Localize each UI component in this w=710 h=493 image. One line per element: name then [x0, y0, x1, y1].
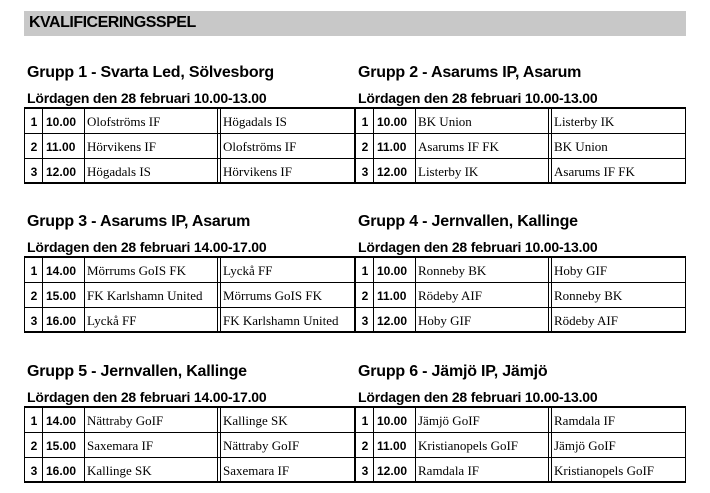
match-time: 12.00	[377, 314, 408, 328]
away-team: Jämjö GoIF	[554, 438, 616, 453]
home-team: Kallinge SK	[87, 463, 152, 478]
home-team: Olofströms IF	[87, 114, 161, 129]
match-number: 2	[361, 140, 369, 154]
match-row	[24, 284, 355, 308]
match-time: 10.00	[377, 115, 408, 129]
away-team: Asarums IF FK	[554, 164, 635, 179]
group-3	[24, 213, 355, 335]
match-row	[355, 409, 686, 433]
match-number: 1	[30, 264, 38, 278]
match-row	[355, 135, 686, 159]
group-4	[355, 213, 686, 335]
match-row	[355, 284, 686, 308]
home-team: Saxemara IF	[87, 438, 154, 453]
match-table	[355, 107, 686, 184]
match-number: 1	[361, 115, 369, 129]
group-date: Lördagen den 28 februari 14.00-17.00	[27, 239, 267, 255]
away-team: Hörvikens IF	[223, 164, 292, 179]
group-date: Lördagen den 28 februari 10.00-13.00	[27, 90, 267, 106]
match-number: 1	[30, 414, 38, 428]
group-date: Lördagen den 28 februari 10.00-13.00	[358, 239, 598, 255]
match-time: 11.00	[46, 140, 76, 154]
home-team: Högadals IS	[87, 164, 151, 179]
match-number: 1	[30, 115, 38, 129]
match-time: 12.00	[46, 165, 77, 179]
match-number: 1	[361, 414, 369, 428]
match-time: 12.00	[377, 464, 408, 478]
away-team: Saxemara IF	[223, 463, 290, 478]
home-team: Ramdala IF	[418, 463, 480, 478]
match-row	[24, 110, 355, 134]
match-time: 12.00	[377, 165, 408, 179]
match-row	[355, 309, 686, 333]
match-number: 3	[30, 165, 38, 179]
away-team: Ronneby BK	[554, 288, 623, 303]
group-date: Lördagen den 28 februari 10.00-13.00	[358, 90, 598, 106]
match-row	[355, 434, 686, 458]
match-time: 11.00	[377, 289, 407, 303]
match-row	[24, 135, 355, 159]
group-date: Lördagen den 28 februari 10.00-13.00	[358, 389, 598, 405]
match-row	[355, 110, 686, 134]
match-number: 1	[361, 264, 369, 278]
match-table	[24, 256, 355, 333]
match-row	[24, 309, 355, 333]
home-team: Hörvikens IF	[87, 139, 156, 154]
match-row	[24, 160, 355, 184]
away-team: Kallinge SK	[223, 413, 288, 428]
away-team: Hoby GIF	[554, 263, 608, 278]
match-number: 2	[361, 439, 369, 453]
away-team: Lyckå FF	[223, 263, 273, 278]
match-number: 2	[30, 289, 38, 303]
away-team: Olofströms IF	[223, 139, 297, 154]
match-number: 3	[30, 464, 38, 478]
home-team: Jämjö GoIF	[418, 413, 480, 428]
match-number: 3	[30, 314, 38, 328]
away-team: Högadals IS	[223, 114, 287, 129]
match-row	[355, 459, 686, 483]
match-row	[355, 259, 686, 283]
group-title: Grupp 5 - Jernvallen, Kallinge	[27, 363, 247, 380]
match-table	[24, 406, 355, 483]
home-team: Asarums IF FK	[418, 139, 499, 154]
group-5	[24, 363, 355, 485]
match-time: 11.00	[377, 140, 407, 154]
match-time: 14.00	[46, 414, 77, 428]
home-team: Listerby IK	[418, 164, 479, 179]
match-time: 10.00	[377, 414, 408, 428]
match-number: 3	[361, 314, 369, 328]
match-number: 3	[361, 165, 369, 179]
home-team: Kristianopels GoIF	[418, 438, 519, 453]
home-team: Nättraby GoIF	[87, 413, 164, 428]
away-team: Listerby IK	[554, 114, 615, 129]
away-team: Ramdala IF	[554, 413, 616, 428]
match-number: 3	[361, 464, 369, 478]
match-row	[24, 409, 355, 433]
home-team: Mörrums GoIS FK	[87, 263, 186, 278]
group-title: Grupp 1 - Svarta Led, Sölvesborg	[27, 64, 274, 81]
match-time: 14.00	[46, 264, 77, 278]
match-time: 16.00	[46, 314, 77, 328]
away-team: Nättraby GoIF	[223, 438, 300, 453]
group-6	[355, 363, 686, 485]
group-title: Grupp 3 - Asarums IP, Asarum	[27, 213, 251, 230]
match-row	[24, 459, 355, 483]
group-date: Lördagen den 28 februari 14.00-17.00	[27, 389, 267, 405]
group-title: Grupp 4 - Jernvallen, Kallinge	[358, 213, 578, 230]
match-time: 10.00	[377, 264, 408, 278]
match-table	[24, 107, 355, 184]
section-header	[24, 11, 686, 36]
match-number: 2	[361, 289, 369, 303]
match-row	[24, 434, 355, 458]
group-1	[24, 64, 355, 186]
match-number: 2	[30, 140, 38, 154]
match-time: 10.00	[46, 115, 77, 129]
section-title: KVALIFICERINGSSPEL	[29, 14, 196, 31]
match-time: 15.00	[46, 439, 77, 453]
match-number: 2	[30, 439, 38, 453]
home-team: BK Union	[418, 114, 472, 129]
match-time: 16.00	[46, 464, 77, 478]
home-team: Hoby GIF	[418, 313, 472, 328]
group-2	[355, 64, 686, 186]
match-table	[355, 406, 686, 483]
away-team: Rödeby AIF	[554, 313, 618, 328]
away-team: BK Union	[554, 139, 608, 154]
match-table	[355, 256, 686, 333]
home-team: Rödeby AIF	[418, 288, 482, 303]
home-team: Ronneby BK	[418, 263, 487, 278]
group-title: Grupp 2 - Asarums IP, Asarum	[358, 64, 582, 81]
away-team: Mörrums GoIS FK	[223, 288, 322, 303]
match-time: 11.00	[377, 439, 407, 453]
away-team: Kristianopels GoIF	[554, 463, 655, 478]
match-row	[355, 160, 686, 184]
group-title: Grupp 6 - Jämjö IP, Jämjö	[358, 363, 548, 380]
away-team: FK Karlshamn United	[223, 313, 339, 328]
match-time: 15.00	[46, 289, 77, 303]
home-team: Lyckå FF	[87, 313, 137, 328]
home-team: FK Karlshamn United	[87, 288, 203, 303]
match-row	[24, 259, 355, 283]
